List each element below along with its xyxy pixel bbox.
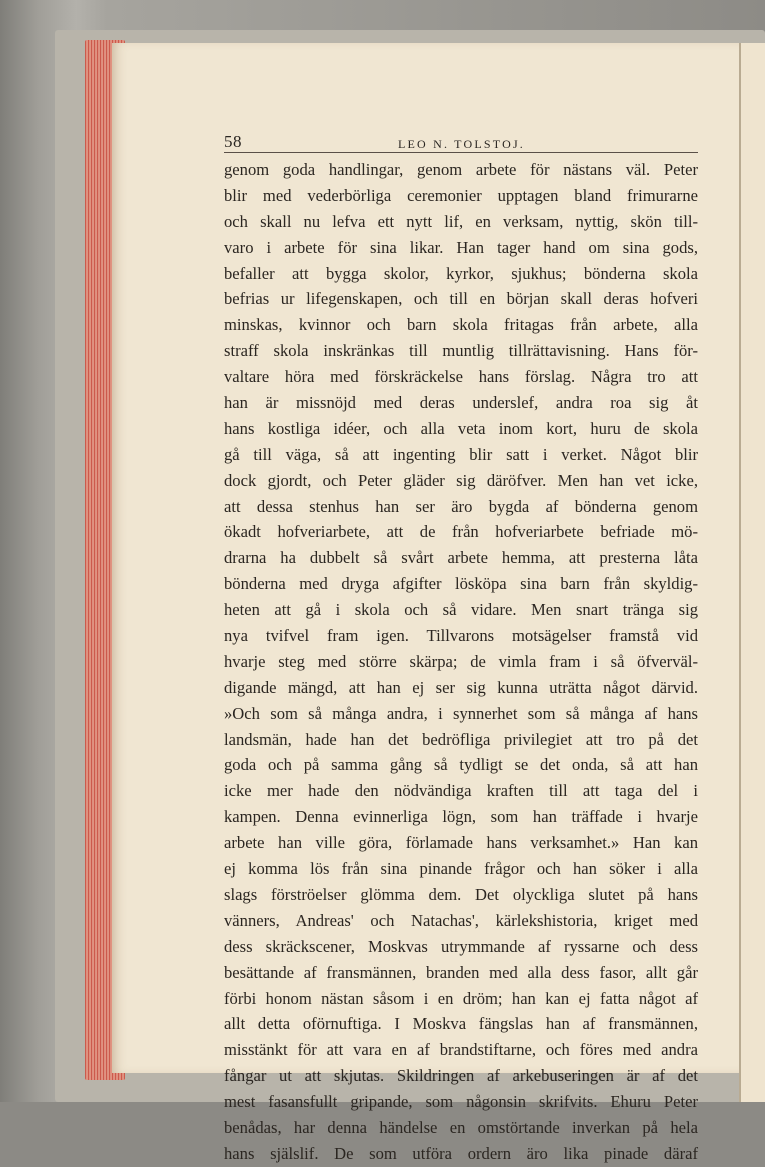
text-line: goda och på samma gång så tydligt se det onda, så att han xyxy=(224,755,698,775)
text-line: minskas, kvinnor och barn skola fritagas från arbete, alla xyxy=(224,315,698,335)
text-line: han är missnöjd med deras underslef, andra roa sig åt xyxy=(224,393,698,413)
text-line: mest fasansfullt gripande, som någonsin skrifvits. Ehuru Peter xyxy=(224,1092,698,1112)
text-line: varo i arbete för sina likar. Han tager hand om sina gods, xyxy=(224,237,698,257)
text-line: genom goda handlingar, genom arbete för nästans väl. Peter xyxy=(224,160,698,179)
text-line: arbete han ville göra, förlamade hans verksamhet.» Han kan xyxy=(224,833,698,853)
text-line: drarna ha dubbelt så svårt arbete hemma, att presterna låta xyxy=(224,548,698,568)
text-line: ej komma lös från sina pinande frågor och han söker i alla xyxy=(224,859,698,879)
text-line: gå till väga, så att ingenting blir satt i verket. Något blir xyxy=(224,444,698,464)
facing-page-edge xyxy=(739,43,765,1102)
text-line: bönderna med dryga afgifter lösköpa sina barn från skyldig- xyxy=(224,574,698,594)
text-line: att dessa stenhus han ser äro bygda af bönderna genom xyxy=(224,496,698,516)
text-line: ökadt hofveriarbete, att de från hofveriarbete befriade mö- xyxy=(224,522,698,542)
text-line: hvarje steg med större skärpa; de vimla fram i så öfverväl- xyxy=(224,651,698,671)
text-line: icke mer hade den nödvändiga kraften till att taga del i xyxy=(224,781,698,801)
text-line: heten att gå i skola och så vidare. Men snart tränga sig xyxy=(224,600,698,620)
text-line: allt detta oförnuftiga. I Moskva fängslas han af fransmännen, xyxy=(224,1014,698,1034)
page-header xyxy=(224,132,696,154)
text-line: dess skräckscener, Moskvas utrymmande af ryssarne och dess xyxy=(224,936,698,956)
text-line: slags förströelser glömma dem. Det olyckliga slutet på hans xyxy=(224,884,698,904)
text-line: straff skola inskränkas till muntlig tillrättavisning. Hans för- xyxy=(224,341,698,361)
text-line: misstänkt för att vara en af brandstiftarne, och föres med andra xyxy=(224,1040,698,1060)
text-line: dock gjordt, och Peter gläder sig däröfver. Men han vet icke, xyxy=(224,470,698,490)
text-line: och skall nu lefva ett nytt lif, en verksam, nyttig, skön till- xyxy=(224,211,698,231)
text-line: vänners, Andreas' och Natachas', kärlekshistoria, kriget med xyxy=(224,910,698,930)
text-line: befrias ur lifegenskapen, och till en början skall deras hofveri xyxy=(224,289,698,309)
page-number: 58 xyxy=(224,132,242,151)
text-line: fångar ut att skjutas. Skildringen af arkebuseringen är af det xyxy=(224,1066,698,1086)
text-line: landsmän, hade han det bedröfliga privilegiet att tro på det xyxy=(224,729,698,749)
text-line: nya tvifvel fram igen. Tillvarons motsägelser framstå vid xyxy=(224,626,698,646)
text-line: befaller att bygga skolor, kyrkor, sjukhus; bönderna skola xyxy=(224,263,698,283)
text-line: blir med vederbörliga ceremonier upptagen bland frimurarne xyxy=(224,185,698,205)
running-head: LEO N. TOLSTOJ. xyxy=(398,137,526,151)
header-rule xyxy=(224,152,698,153)
text-line: förbi honom nästan såsom i en dröm; han kan ej fatta något af xyxy=(224,988,698,1008)
text-line: benådas, har denna händelse en omstörtande inverkan på hela xyxy=(224,1117,698,1137)
text-line: valtare höra med förskräckelse hans förslag. Några tro att xyxy=(224,367,698,387)
text-line: kampen. Denna evinnerliga lögn, som han träffade i hvarje xyxy=(224,807,698,827)
text-line: »Och som så många andra, i synnerhet som så många af hans xyxy=(224,703,698,723)
body-text xyxy=(224,157,698,1167)
text-line: hans kostliga idéer, och alla veta inom kort, huru de skola xyxy=(224,418,698,438)
text-line: besättande af fransmännen, branden med alla dess fasor, allt går xyxy=(224,962,698,982)
text-line: digande mängd, att han ej ser sig kunna uträtta något därvid. xyxy=(224,677,698,697)
text-line: hans själslif. De som utföra ordern äro lika pinade däraf xyxy=(224,1143,698,1163)
